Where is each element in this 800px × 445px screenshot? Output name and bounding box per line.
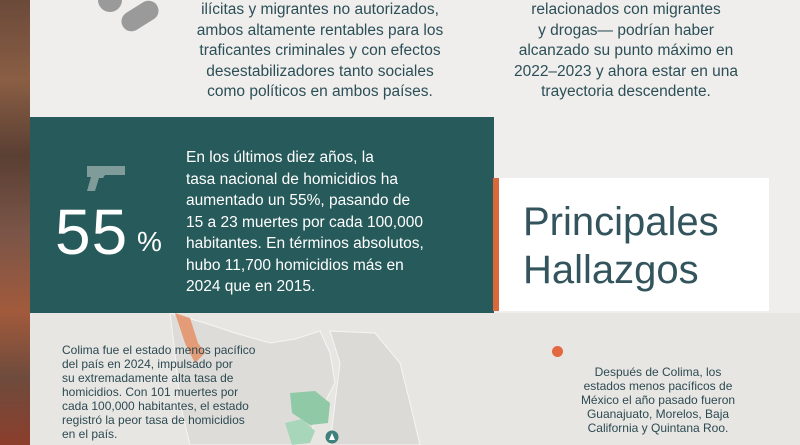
text-line: tasa nacional de homicidios ha [186,170,398,188]
orange-marker-dot [552,346,563,357]
text-line: 15 a 23 muertes por cada 100,000 [186,213,423,231]
text-line: Guanajuato, Morelos, Baja [586,407,730,421]
text-line: del país en 2024, impulsado por [62,357,233,371]
heading-panel [499,178,769,311]
text-line: hubo 11,700 homicidios más en [186,256,404,274]
text-line: 2022–2023 y ahora estar en una [513,62,739,80]
text-line: En los últimos diez años, la [186,149,374,166]
heading-line-2: Hallazgos [523,248,699,292]
top-section [30,0,800,117]
map-section [30,313,800,445]
section-heading [523,198,719,294]
text-line: aumentado un 55%, pasando de [186,192,411,209]
text-line: y drogas— podrían haber [538,21,714,39]
text-line: trayectoria descendente. [541,83,711,100]
text-line: relacionados con migrantes [531,1,721,18]
stat-value: 55 [55,196,129,268]
stat-unit: % [137,226,162,257]
heading-line-1: Principales [523,200,719,244]
text-line: ambos altamente rentables para los [196,21,444,39]
text-line: traficantes criminales y con efectos [199,42,441,59]
stat-description [186,147,486,298]
text-line: Colima fue el estado menos pacífico [62,343,256,357]
homicide-stat-box [30,117,494,313]
text-line: registró la peor tasa de homicidios [62,413,245,427]
text-line: homicidios. Con 101 muertes por [62,385,239,399]
text-line: en el país. [62,427,118,441]
text-line: estados menos pacíficos de [583,379,733,393]
text-line: alcanzado su punto máximo en [518,42,734,59]
text-line: como políticos en ambos países. [207,83,433,100]
text-line: México el año pasado fueron [580,393,736,407]
text-line: su extremadamente alta tasa de [62,371,234,385]
text-line: cada 100,000 habitantes, el estado [62,399,249,413]
text-line: desestabilizadores tanto sociales [206,62,434,80]
map-outline-east [330,331,420,445]
top-left-paragraph [180,0,460,103]
top-right-paragraph [492,0,760,103]
least-peaceful-states-caption [553,365,763,435]
background-photo-strip [0,0,30,445]
text-line: Después de Colima, los [594,365,722,379]
colima-caption [62,343,302,441]
text-line: habitantes. En términos absolutos, [186,235,424,252]
text-line: California y Quintana Roo. [587,421,729,435]
map-pin-icon [325,430,339,444]
gun-icon [85,163,129,193]
text-line: 2024 que en 2015. [186,278,316,295]
pills-icon [92,0,162,44]
text-line: ilícitas y migrantes no autorizados, [201,1,439,18]
